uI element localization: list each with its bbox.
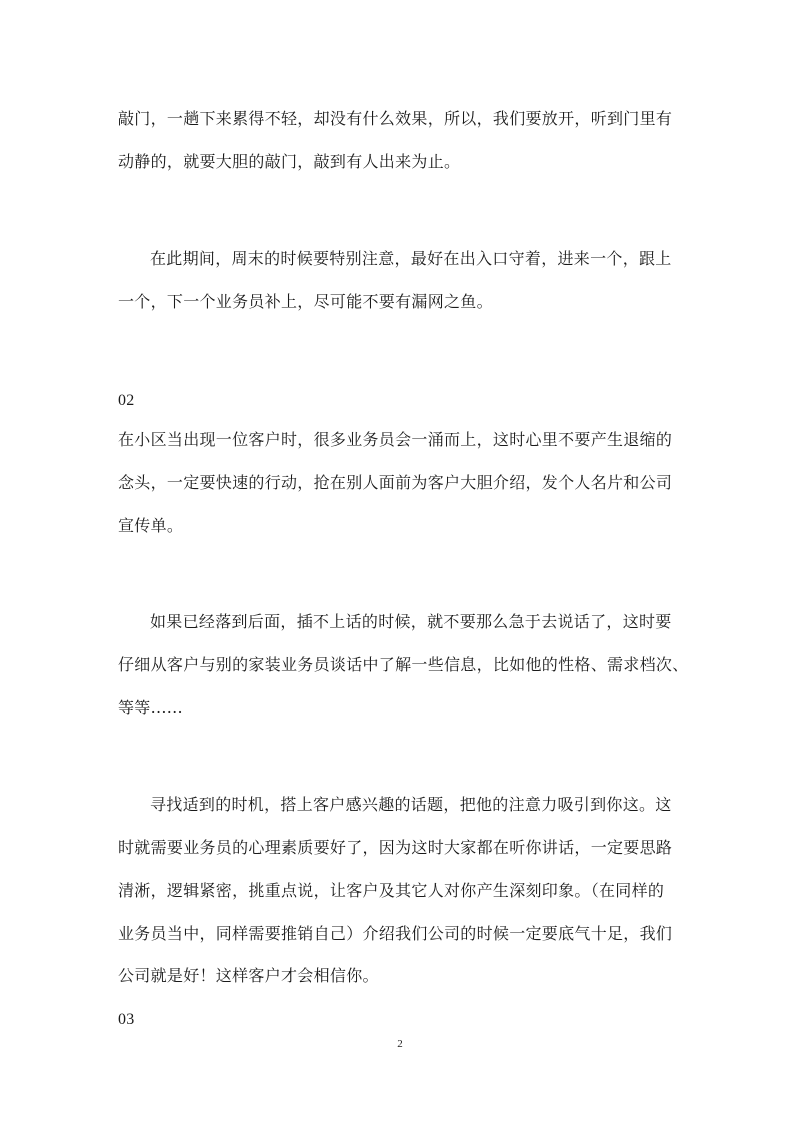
paragraph-4-line-1: 如果已经落到后面，插不上话的时候，就不要那么急于去说话了，这时要: [150, 612, 672, 631]
section-number-02: 02: [118, 392, 135, 409]
page-number: 2: [397, 1038, 403, 1050]
paragraph-3-line-1: 在小区当出现一位客户时，很多业务员会一涌而上，这时心里不要产生退缩的: [118, 430, 673, 449]
paragraph-2-line-2: 一个，下一个业务员补上，尽可能不要有漏网之鱼。: [118, 292, 493, 311]
paragraph-5-line-4: 业务员当中，同样需要推销自己）介绍我们公司的时候一定要底气十足，我们: [118, 924, 673, 943]
paragraph-5-line-1: 寻找适到的时机，搭上客户感兴趣的话题，把他的注意力吸引到你这。这: [150, 795, 672, 814]
paragraph-5-line-2: 时就需要业务员的心理素质要好了，因为这时大家都在听你讲话，一定要思路: [118, 838, 673, 857]
paragraph-1-line-2: 动静的，就要大胆的敲门，敲到有人出来为止。: [118, 152, 461, 171]
paragraph-4-line-2: 仔细从客户与别的家装业务员谈话中了解一些信息，比如他的性格、需求档次、: [118, 655, 689, 674]
paragraph-5-line-3: 清淅，逻辑紧密，挑重点说，让客户及其它人对你产生深刻印象。（在同样的: [118, 881, 665, 900]
section-number-03: 03: [118, 1011, 135, 1028]
paragraph-3-line-3: 宣传单。: [118, 516, 184, 535]
paragraph-2-line-1: 在此期间，周末的时候要特别注意，最好在出入口守着，进来一个，跟上: [150, 249, 672, 268]
paragraph-1-line-1: 敲门，一趟下来累得不轻，却没有什么效果，所以，我们要放开，听到门里有: [118, 109, 673, 128]
paragraph-4-line-3: 等等......: [118, 698, 183, 717]
paragraph-5-line-5: 公司就是好！这样客户才会相信你。: [118, 966, 379, 985]
paragraph-3-line-2: 念头，一定要快速的行动，抢在别人面前为客户大胆介绍，发个人名片和公司: [118, 473, 673, 492]
